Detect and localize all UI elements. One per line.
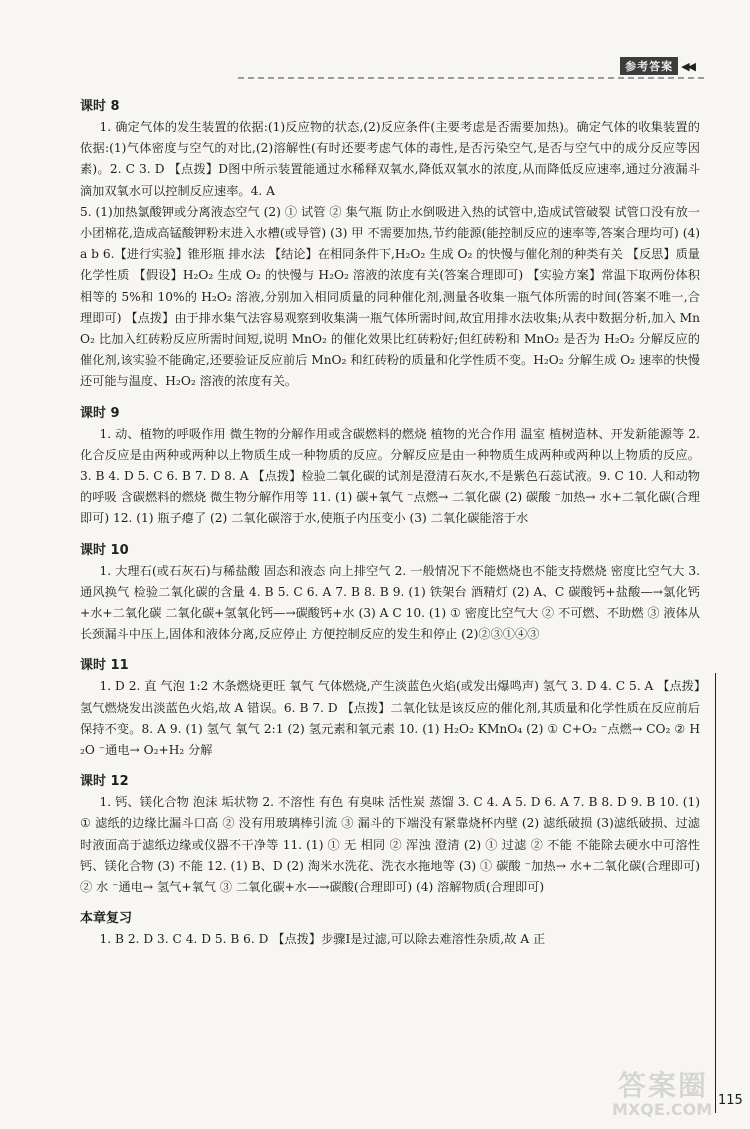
section-title: 课时 12 bbox=[80, 774, 129, 790]
section-body bbox=[80, 792, 700, 898]
paragraph: 5. (1)加热氯酸钾或分离液态空气 (2) ① 试管 ② 集气瓶 防止水倒吸进入热的试管中,造成试管破裂 试管口没有放一小团棉花,造成高锰酸钾粉末进入水槽(或导管) (3) 甲 不需要加热,节约能源(能控制反应的速率等,答案合理均可) (4) a b 6.【进行实验】锥形瓶 排水法 【结论】在相同条件下,H₂O₂ 生成 O₂ 的快慢与催化剂的种类有关 【反思】质量 化学性质 【假设】H₂O₂ 生成 O₂ 的快慢与 H₂O₂ 溶液的浓度有关(答案合理即可) 【实验方案】常温下取两份体积相等的 5%和 10%的 H₂O₂ 溶液,分别加入相同质量的同种催化剂,测量各收集一瓶气体所需的时间(答案不唯一,合理即可) 【点拨】由于排水集气法容易观察到收集满一瓶气体所需时间,故宜用排水法收集;从表中数据分析,加入 MnO₂ 比加入红砖粉反应所需时间短,说明 MnO₂ 的催化效果比红砖粉好;但红砖粉和 MnO₂ 是否为 H₂O₂ 分解反应的催化剂,该实验不能确定,还要验证反应前后 MnO₂ 和红砖粉的质量和化学性质不变。H₂O₂ 分解生成 O₂ 速率的快慢还可能与温度、H₂O₂ 溶液的浓度有关。 bbox=[80, 204, 700, 389]
site-watermark-logo bbox=[612, 1062, 712, 1122]
section-chapter-review bbox=[80, 908, 700, 950]
section-lesson-9 bbox=[80, 403, 700, 530]
margin-rule bbox=[715, 673, 716, 1113]
section-body bbox=[80, 424, 700, 530]
page-number: 115 bbox=[718, 1093, 743, 1108]
section-body bbox=[80, 561, 700, 646]
paragraph: 1. 确定气体的发生装置的依据:(1)反应物的状态,(2)反应条件(主要考虑是否需要加热)。确定气体的收集装置的依据:(1)气体密度与空气的对比,(2)溶解性(有时还要考虑气体的毒性,是否污染空气,是否与空气中的成分反应等因素)。2. C 3. D 【点拨】D图中所示装置能通过水稀释双氧水,降低双氧水的浓度,从而降低反应速率,通过分液漏斗滴加双氧水可以控制反应速率。4. A bbox=[80, 120, 700, 198]
section-title: 课时 10 bbox=[80, 542, 129, 558]
section-lesson-10 bbox=[80, 540, 700, 646]
section-title: 课时 9 bbox=[80, 405, 120, 421]
paragraph: 1. D 2. 直 气泡 1:2 木条燃烧更旺 氧气 气体燃烧,产生淡蓝色火焰(或发出爆鸣声) 氢气 3. D 4. C 5. A 【点拨】氢气燃烧发出淡蓝色火焰,故 A 错误。6. B 7. D 【点拨】二氧化钛是该反应的催化剂,其质量和化学性质在反应前后保持不变。8. A 9. (1) 氢气 氧气 2:1 (2) 氢元素和氧元素 10. (1) H₂O₂ KMnO₄ (2) ① C+O₂ ⁻点燃→ CO₂ ② H₂O ⁻通电→ O₂+H₂ 分解 bbox=[80, 679, 700, 758]
header-title: 参考答案 bbox=[620, 57, 678, 75]
paragraph: 1. 大理石(或石灰石)与稀盐酸 固态和液态 向上排空气 2. 一般情况下不能燃烧也不能支持燃烧 密度比空气大 3. 通风换气 检验二氧化碳的含量 4. B 5. C 6. A 7. B 8. B 9. (1) 铁架台 酒精灯 (2) A、C 碳酸钙+盐酸—→氯化钙+水+二氧化碳 二氧化碳+氢氧化钙—→碳酸钙+水 (3) A C 10. (1) ① 密度比空气大 ② 不可燃、不助燃 ③ 液体从长颈漏斗中压上,固体和液体分离,反应停止 方便控制反应的发生和停止 (2)②③①④③ bbox=[80, 563, 700, 642]
header-dashed-rule bbox=[238, 77, 704, 79]
answer-content bbox=[80, 96, 700, 961]
section-body bbox=[80, 676, 700, 761]
paragraph: 1. 钙、镁化合物 泡沫 垢状物 2. 不溶性 有色 有臭味 活性炭 蒸馏 3. C 4. A 5. D 6. A 7. B 8. D 9. B 10. (1) ① 滤纸的边缘比漏斗口高 ② 没有用玻璃棒引流 ③ 漏斗的下端没有紧靠烧杯内壁 (2) 滤纸破损 (3)滤纸破损、过滤时液面高于滤纸边缘或仪器不干净等 11. (1) ① 无 相同 ② 浑浊 澄清 (2) ① 过滤 ② 不能 不能除去硬水中可溶性钙、镁化合物 (3) 不能 12. (1) B、D (2) 淘米水洗花、洗衣水拖地等 (3) ① 碳酸 ⁻加热→ 水+二氧化碳(合理即可) ② 水 ⁻通电→ 氢气+氧气 ③ 二氧化碳+水—→碳酸(合理即可) (4) 溶解物质(合理即可) bbox=[80, 795, 700, 895]
section-title: 课时 11 bbox=[80, 658, 129, 674]
watermark-url: MXQE.COM bbox=[612, 1100, 713, 1119]
section-lesson-12 bbox=[80, 771, 700, 898]
section-title: 课时 8 bbox=[80, 99, 120, 114]
section-lesson-8 bbox=[80, 96, 700, 393]
watermark-text: 答案圈 bbox=[618, 1069, 709, 1102]
header-label bbox=[620, 57, 694, 75]
section-lesson-11 bbox=[80, 655, 700, 761]
section-body bbox=[80, 117, 700, 393]
section-body bbox=[80, 929, 700, 950]
paragraph: 1. B 2. D 3. C 4. D 5. B 6. D 【点拨】步骤Ⅰ是过滤,可以除去难溶性杂质,故 A 正 bbox=[99, 932, 546, 947]
double-arrow-left-icon: ◀◀ bbox=[681, 59, 694, 73]
paragraph: 1. 动、植物的呼吸作用 微生物的分解作用或含碳燃料的燃烧 植物的光合作用 温室 植树造林、开发新能源等 2. 化合反应是由两种或两种以上物质生成一种物质的反应。分解反应是由一种物质生成两种或两种以上物质的反应。3. B 4. D 5. C 6. B 7. D 8. A 【点拨】检验二氧化碳的试剂是澄清石灰水,不是紫色石蕊试液。9. C 10. 人和动物的呼吸 含碳燃料的燃烧 微生物分解作用等 11. (1) 碳+氧气 ⁻点燃→ 二氧化碳 (2) 碳酸 ⁻加热→ 水+二氧化碳(合理即可) 12. (1) 瓶子瘪了 (2) 二氧化碳溶于水,使瓶子内压变小 (3) 二氧化碳能溶于水 bbox=[80, 426, 700, 526]
section-title: 本章复习 bbox=[80, 911, 133, 927]
